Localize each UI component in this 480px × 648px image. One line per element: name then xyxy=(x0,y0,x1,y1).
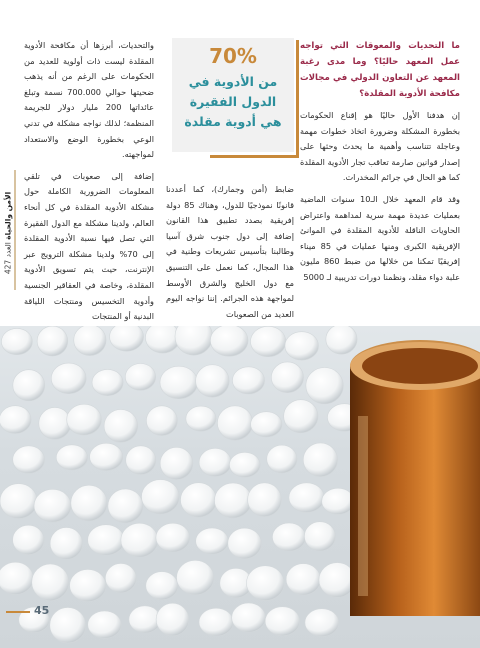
pill xyxy=(74,326,106,356)
page-number-accent xyxy=(6,611,30,613)
pill xyxy=(210,326,248,356)
pill xyxy=(251,326,286,356)
answer-paragraph-1: إن هدفنا الأول حاليًا هو إقناع الحكومات بخطورة المشكلة وضرورة اتخاذ خطوات مهمة وعاجلة تتناسب وأهمية ما يحدث وحثها على إصدار قوانين صارمة تعاقب تجار الأدوية المقلدة كما هو الحال في جرائم المخدرات. xyxy=(300,110,460,183)
middle-paragraph: ضابط (أمن وجمارك)، كما أعددنا قانونًا نموذجيًا للدول، وهناك 85 دولة إفريقية بصدد تطبيق هذا القانون إضافة إلى دول جنوب شرق آسيا وطالبنا بتأسيس تشريعات وطنية في هذا المجال، كما نعمل على التنسيق مع دول الخليج والشرق الأوسط لمواجهة هذه الجرائم. إننا نواجه اليوم العديد من الصعوبات xyxy=(166,184,294,319)
pill xyxy=(13,525,44,554)
page-number: 45 xyxy=(34,604,50,617)
pill xyxy=(272,523,305,551)
pill xyxy=(110,326,144,351)
interview-question: ما التحديات والمعوقات التي تواجه عمل المعهد حاليًا؟ وما مدى رغبة المعهد عن التعاون الدولي في مجالات مكافحة الأدوية المقلدة؟ xyxy=(300,41,460,99)
pill xyxy=(284,400,318,433)
pill xyxy=(232,367,264,394)
side-header-text xyxy=(4,192,13,274)
pill xyxy=(146,572,178,600)
pill xyxy=(156,603,189,636)
pill xyxy=(0,562,33,594)
pill xyxy=(246,566,284,601)
pills-group xyxy=(0,326,361,643)
pill xyxy=(304,522,335,551)
pill xyxy=(70,569,106,601)
pill xyxy=(303,443,337,477)
pill xyxy=(88,525,125,556)
pill xyxy=(186,406,216,431)
pull-quote-bracket-vertical xyxy=(296,40,299,158)
side-divider xyxy=(14,170,16,290)
pill xyxy=(71,485,107,521)
pill xyxy=(229,452,260,477)
pill xyxy=(13,446,45,473)
pill xyxy=(271,362,303,393)
pill xyxy=(0,406,31,434)
pill xyxy=(248,483,282,517)
pill xyxy=(286,564,320,595)
pill xyxy=(142,480,180,514)
left-paragraph-2: إضافة إلى صعوبات في تلقي المعلومات الضرورية الكاملة حول مشكلة الأدوية المقلدة في كل أنحاء العالم، ولدينا مشكلة مع الدول الفقيرة التي تصل فيها نسبة الأدوية المقلدة إلى 70% ولدينا مشكلة الترويج عبر الإنترنت، حيث يتم تسويق الأدوية المقلدة، وخاصة في العقاقير الجنسية وأدوية التخسيس ومنتجات اللياقة البدنية أو المنتجات xyxy=(24,170,154,322)
left-column xyxy=(24,38,154,331)
pill xyxy=(196,365,230,397)
pill xyxy=(92,369,123,395)
pill xyxy=(126,446,156,475)
pill xyxy=(251,412,282,437)
middle-column xyxy=(166,182,294,328)
right-column xyxy=(300,38,460,292)
pills-photo xyxy=(0,326,480,648)
pill xyxy=(108,489,143,523)
pill xyxy=(267,445,297,473)
medicine-bottle xyxy=(350,340,480,616)
pill xyxy=(50,607,86,642)
pill xyxy=(199,608,233,636)
pill xyxy=(56,445,87,470)
pill xyxy=(104,410,138,443)
pill xyxy=(34,489,71,522)
pill xyxy=(121,523,158,557)
pill xyxy=(181,483,217,517)
pill xyxy=(32,564,69,601)
pill xyxy=(156,523,190,552)
pill xyxy=(232,603,266,632)
pill xyxy=(1,328,32,354)
pill xyxy=(0,484,37,519)
pill xyxy=(196,528,229,554)
pill xyxy=(145,326,179,353)
pill xyxy=(88,611,122,638)
answer-paragraph-2: وقد قام المعهد خلال الـ10 سنوات الماضية بعمليات عديدة مهمة سرية لمداهمة واعتراض الحاويات الناقلة للأدوية المقلدة في الموانئ الإفريقية الكبرى ومنها عمليات في 85 ميناء إفريقيًا تمكنا من خلالها من ضبط 860 مليون علبة دواء مقلد، ونظمنا دورات تدريبية لـ 5000 xyxy=(300,193,460,282)
magazine-name: الأمن والحياة xyxy=(3,191,13,240)
pill xyxy=(322,488,355,514)
left-paragraph-1: والتحديات، أبرزها أن مكافحة الأدوية المقلدة ليست ذات أولوية للعديد من الحكومات على الرغم من أنه يذهب ضحيتها حوالي 700.000 نسمة وتبلغ عائداتها 200 مليار دولار للجريمة المنظمة؛ لذلك نواجه مشكلة في تدني الوعي بخطورة الوضع والاستعداد لمواجهته. xyxy=(24,40,154,160)
pull-quote-bracket-horizontal xyxy=(210,155,299,158)
pill xyxy=(13,370,45,401)
pill xyxy=(90,443,123,470)
pill xyxy=(51,363,86,394)
pill xyxy=(67,404,102,435)
pill xyxy=(289,483,324,513)
pill xyxy=(125,363,155,390)
pill xyxy=(146,406,177,436)
pill xyxy=(305,609,339,637)
pill xyxy=(214,483,251,518)
pill xyxy=(265,607,300,636)
pill xyxy=(306,367,343,403)
pill xyxy=(326,326,357,354)
pill xyxy=(228,528,262,559)
pill xyxy=(199,448,231,476)
pill xyxy=(105,563,136,592)
pill xyxy=(285,332,319,360)
pill xyxy=(217,406,252,440)
pill xyxy=(37,326,68,356)
pill xyxy=(39,407,71,439)
pill xyxy=(50,527,82,559)
pills-illustration xyxy=(0,326,480,648)
pull-quote-percent: 70% xyxy=(209,44,257,68)
pull-quote xyxy=(172,38,294,152)
issue-number: العدد 427 xyxy=(3,242,13,275)
pill xyxy=(160,366,198,399)
pill xyxy=(175,326,213,355)
pill xyxy=(177,560,214,595)
pull-quote-text: من الأدوية في الدول الفقيرة هي أدوية مقلدة xyxy=(184,74,282,129)
pill xyxy=(160,447,193,479)
